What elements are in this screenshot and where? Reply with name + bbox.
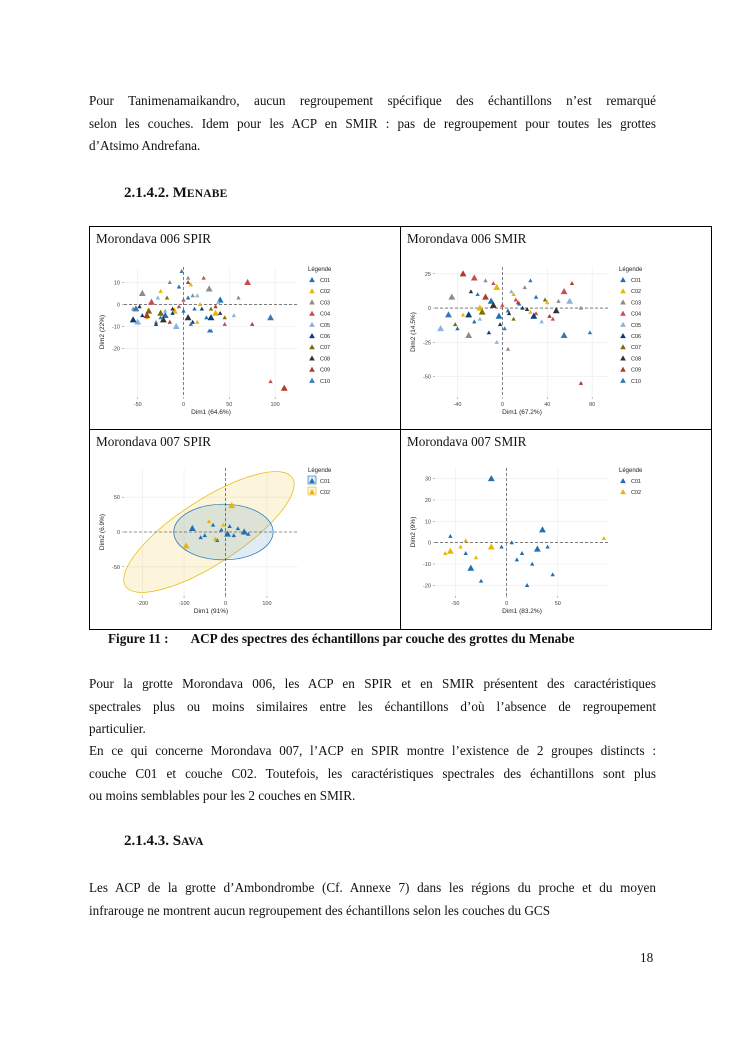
paragraph-sava: [89, 877, 656, 922]
text-line: spectrales plus ou moins similaires entre les échantillons d’où l’absence de regroupement: [89, 698, 656, 714]
data-point: [478, 317, 482, 321]
legend-key-c03: [620, 299, 626, 304]
series-c02: [443, 536, 606, 559]
x-tick-label: -50: [451, 601, 460, 607]
x-tick-label: 0: [505, 601, 509, 607]
data-point: [520, 551, 524, 555]
data-point: [511, 317, 515, 321]
legend-key-c06: [620, 333, 626, 338]
legend-key-c10: [620, 378, 626, 383]
x-tick-label: 80: [589, 402, 596, 408]
legend-key-c08: [620, 355, 626, 360]
data-point: [190, 293, 194, 297]
data-point: [244, 279, 251, 285]
text-line: infrarouge ne montrent aucun regroupement des échantillons selon les couches du GCS: [89, 902, 551, 918]
data-point: [588, 330, 592, 334]
data-point: [534, 295, 538, 299]
data-point: [469, 289, 473, 293]
data-point: [566, 298, 573, 304]
data-point: [177, 304, 181, 308]
intro-paragraph: [89, 90, 656, 158]
data-point: [520, 306, 524, 310]
data-point: [281, 385, 288, 391]
section-title-rest: ENABE: [186, 188, 228, 200]
pca-plot-m006-spir: [94, 259, 396, 427]
data-point: [223, 322, 227, 326]
data-point: [448, 534, 452, 538]
legend-label: C02: [320, 289, 331, 296]
x-tick-label: -50: [133, 402, 142, 408]
data-point: [448, 294, 455, 300]
data-point: [198, 302, 202, 306]
x-tick-label: 0: [500, 402, 504, 408]
legend-label: C03: [320, 300, 331, 307]
pca-plot-m007-smir: [405, 460, 707, 626]
data-point: [148, 299, 155, 305]
data-point: [534, 545, 541, 551]
data-point: [474, 555, 478, 559]
y-tick-label: 50: [113, 495, 120, 502]
data-point: [475, 292, 479, 296]
data-point: [465, 332, 472, 338]
legend-label: C01: [320, 278, 331, 284]
y-axis-label: Dim2 (6.9%): [99, 513, 106, 551]
data-point: [445, 311, 452, 317]
legend-label: C03: [631, 300, 642, 307]
data-point: [483, 278, 487, 282]
data-point: [464, 538, 468, 542]
y-tick-label: -10: [423, 562, 431, 568]
data-point: [491, 281, 495, 285]
legend-key-c05: [620, 322, 626, 327]
x-tick-label: 40: [544, 402, 551, 408]
x-axis-label: Dim1 (83.2%): [502, 608, 542, 615]
data-point: [487, 330, 491, 334]
data-point: [515, 557, 519, 561]
legend-label: C08: [320, 356, 331, 363]
data-point: [204, 315, 208, 319]
legend-title: Légende: [619, 267, 643, 273]
plot-grid: [435, 468, 609, 596]
x-tick-label: 50: [226, 402, 233, 408]
data-point: [437, 325, 444, 331]
legend-label: C06: [320, 334, 331, 340]
legend-title: Légende: [308, 468, 332, 474]
data-point: [181, 298, 185, 302]
data-point: [547, 314, 551, 318]
legend-label: C05: [320, 322, 331, 329]
data-point: [200, 307, 204, 311]
data-point: [543, 298, 547, 302]
page-number: 18: [640, 950, 654, 965]
data-point: [460, 270, 467, 276]
legend-label: C04: [320, 311, 331, 318]
data-point: [602, 536, 606, 540]
x-axis-label: Dim1 (64.6%): [191, 409, 231, 416]
data-point: [525, 583, 529, 587]
caption-text: ACP des spectres des échantillons par couche des grottes du Menabe: [190, 631, 575, 646]
data-point: [181, 309, 185, 313]
legend-label: C10: [320, 378, 331, 385]
y-tick-label: 30: [424, 476, 431, 483]
data-point: [545, 545, 549, 549]
legend-key-c04: [620, 311, 626, 316]
legend-label: C02: [631, 289, 642, 296]
data-point: [140, 313, 144, 317]
y-tick-label: -50: [112, 564, 120, 571]
x-tick-label: -100: [178, 601, 190, 607]
section-number: 2.1.4.3.: [124, 833, 169, 849]
cell-title: Morondava 006 SPIR: [96, 231, 212, 246]
data-point: [158, 289, 162, 293]
data-point: [177, 285, 181, 289]
x-tick-label: 0: [181, 402, 186, 408]
data-point: [192, 307, 196, 311]
figure-cell-m007-smir: [401, 430, 711, 629]
data-point: [514, 298, 518, 302]
data-point: [579, 381, 583, 385]
data-point: [509, 289, 513, 293]
data-point: [185, 314, 192, 320]
data-point: [499, 545, 503, 549]
legend-title: Légende: [619, 468, 643, 474]
section-title-initial: S: [172, 833, 182, 849]
y-tick-label: -10: [112, 324, 120, 331]
data-point: [186, 280, 190, 284]
legend-key-c01: [620, 277, 626, 282]
series-c09: [460, 270, 583, 385]
text-line: ou moins semblables pour les 2 couches en SMIR.: [89, 788, 356, 803]
data-point: [561, 332, 568, 338]
data-point: [472, 319, 476, 323]
text-line: selon les couches. Idem pour les ACP en SMIR : pas de regroupement pour toutes les grottes: [89, 115, 656, 131]
data-point: [186, 276, 190, 280]
data-point: [465, 311, 472, 317]
section-number: 2.1.4.2.: [124, 185, 169, 201]
data-point: [461, 313, 465, 317]
y-tick-label: 20: [424, 498, 431, 504]
cell-title: Morondava 007 SPIR: [96, 434, 212, 449]
y-tick-label: 25: [424, 271, 431, 278]
data-point: [443, 551, 447, 555]
data-point: [479, 579, 483, 583]
figure-caption: [108, 631, 574, 647]
figure-table: [89, 226, 712, 630]
data-point: [223, 315, 227, 319]
pca-plot-m006-smir: [405, 259, 707, 427]
legend-label: C04: [631, 311, 642, 318]
caption-label: Figure 11 :: [108, 631, 169, 646]
data-point: [250, 322, 254, 326]
data-point: [455, 326, 459, 330]
cell-title: Morondava 006 SMIR: [407, 231, 527, 246]
series-c01: [448, 475, 555, 587]
data-point: [156, 296, 160, 300]
data-point: [551, 572, 555, 576]
data-point: [157, 310, 164, 316]
legend-key-c06: [309, 333, 315, 338]
series-c01: [455, 295, 538, 330]
legend-key-c05: [309, 322, 315, 327]
data-point: [579, 306, 583, 310]
section-title-initial: M: [172, 185, 187, 201]
data-point: [168, 320, 172, 324]
data-point: [232, 313, 236, 317]
legend-key-c02: [309, 288, 315, 293]
data-point: [458, 545, 462, 549]
data-point: [453, 322, 457, 326]
data-point: [570, 281, 574, 285]
legend-key-c07: [620, 344, 626, 349]
data-point: [195, 293, 199, 297]
legend-key-c01: [309, 277, 315, 282]
legend-key-c03: [309, 299, 315, 304]
legend-label: C08: [631, 356, 642, 363]
legend-label: C07: [631, 345, 642, 352]
section-title-rest: AVA: [181, 836, 204, 848]
data-point: [488, 475, 495, 481]
legend-label: C09: [631, 367, 642, 374]
data-point: [464, 551, 468, 555]
y-axis-label: Dim2 (22%): [99, 314, 106, 350]
legend-label: C01: [631, 278, 642, 284]
legend-label: C06: [631, 334, 642, 340]
data-point: [180, 269, 184, 273]
legend-title: Légende: [308, 267, 332, 273]
data-point: [506, 347, 510, 351]
data-point: [523, 285, 527, 289]
pca-plot-m007-spir: [94, 460, 396, 626]
x-tick-label: -40: [453, 402, 462, 408]
x-axis-label: Dim1 (91%): [193, 608, 229, 615]
legend-key-c09: [309, 367, 315, 372]
y-tick-label: -25: [423, 340, 431, 347]
data-point: [165, 296, 169, 300]
data-point: [236, 296, 240, 300]
legend-label: C10: [631, 378, 642, 385]
data-point: [186, 296, 190, 300]
data-point: [528, 278, 532, 282]
y-tick-label: 0: [116, 302, 120, 309]
data-point: [471, 274, 478, 280]
legend-key-c02: [620, 489, 626, 494]
data-point: [467, 565, 474, 571]
y-tick-label: -50: [423, 374, 431, 381]
y-tick-label: 0: [427, 540, 431, 547]
text-line: couche C01 et couche C02. Toutefois, les caractéristiques spectrales des échantillons sont plus: [89, 765, 656, 781]
x-tick-label: 0: [223, 601, 228, 607]
data-point: [539, 319, 543, 323]
y-axis-label: Dim2 (14.5%): [410, 312, 417, 352]
data-point: [525, 307, 529, 311]
legend-label: C05: [631, 322, 642, 329]
y-tick-label: -20: [423, 583, 431, 590]
legend-label: C07: [320, 345, 331, 352]
figure-cell-m006-spir: [90, 227, 400, 429]
data-point: [195, 320, 199, 324]
data-point: [482, 294, 489, 300]
section-heading-menabe: [124, 185, 228, 202]
data-point: [500, 303, 504, 307]
x-axis-label: Dim1 (67.2%): [502, 409, 542, 416]
data-point: [506, 308, 510, 312]
data-point: [530, 562, 534, 566]
data-point: [268, 379, 272, 383]
data-point: [212, 310, 219, 316]
series-c04: [148, 276, 273, 383]
legend-key-c09: [620, 367, 626, 372]
y-tick-label: 10: [424, 519, 431, 526]
data-point: [168, 280, 172, 284]
text-line: d’Atsimo Andrefana.: [89, 138, 201, 153]
text-line: Les ACP de la grotte d’Ambondrombe (Cf. Annexe 7) dans les régions du proche et du moyen: [89, 880, 656, 895]
data-point: [173, 323, 180, 329]
confidence-ellipse-c01: [174, 504, 273, 560]
legend-key-c08: [309, 355, 315, 360]
x-tick-label: 50: [554, 601, 561, 607]
data-point: [498, 322, 502, 326]
data-point: [130, 316, 137, 322]
data-point: [145, 307, 152, 313]
data-point: [447, 548, 454, 554]
y-axis-label: Dim2 (9%): [410, 516, 417, 548]
y-tick-label: 0: [116, 530, 120, 536]
x-tick-label: 100: [270, 402, 280, 408]
legend-key-c10: [309, 378, 315, 383]
text-line: En ce qui concerne Morondava 007, l’ACP en SPIR montre l’existence de 2 groupes distincts :: [89, 743, 656, 758]
legend-key-c04: [309, 311, 315, 316]
figure-cell-m006-smir: [401, 227, 711, 429]
data-point: [561, 288, 568, 294]
figure-cell-m007-spir: [90, 430, 400, 629]
x-tick-label: 100: [262, 601, 272, 607]
data-point: [267, 314, 274, 320]
data-point: [209, 307, 213, 311]
data-point: [496, 313, 503, 319]
legend-key-c01: [620, 478, 626, 483]
section-heading-sava: [124, 833, 204, 850]
cell-title: Morondava 007 SMIR: [407, 434, 527, 449]
legend-label: C01: [320, 479, 331, 485]
series-c09: [143, 280, 287, 391]
text-line: particulier.: [89, 721, 146, 736]
data-point: [163, 309, 167, 313]
data-point: [556, 299, 560, 303]
series-c07: [453, 298, 547, 327]
plot-grid: [435, 267, 609, 397]
data-point: [213, 304, 217, 308]
y-tick-label: 0: [427, 306, 431, 313]
legend-label: C09: [320, 367, 331, 374]
data-point: [510, 540, 514, 544]
data-point: [201, 276, 205, 280]
y-tick-label: -20: [112, 346, 120, 353]
legend-label: C02: [631, 490, 642, 496]
legend-key-c02: [620, 288, 626, 293]
data-point: [539, 526, 546, 532]
paragraph-m006: [89, 673, 656, 741]
data-point: [218, 311, 222, 315]
text-line: Pour Tanimenamaikandro, aucun regroupement spécifique des échantillons n’est remarqué: [89, 93, 656, 108]
x-tick-label: -200: [137, 601, 149, 607]
data-point: [488, 543, 495, 549]
legend-label: C01: [631, 479, 642, 485]
data-point: [139, 290, 146, 296]
legend-key-c07: [309, 344, 315, 349]
y-tick-label: 10: [113, 280, 120, 287]
legend-label: C02: [320, 490, 331, 496]
text-line: Pour la grotte Morondava 006, les ACP en SPIR et en SMIR présentent des caractéristiques: [89, 676, 656, 691]
paragraph-m007: [89, 740, 656, 808]
data-point: [502, 326, 506, 330]
data-point: [206, 285, 213, 291]
data-point: [137, 304, 141, 308]
data-point: [495, 340, 499, 344]
